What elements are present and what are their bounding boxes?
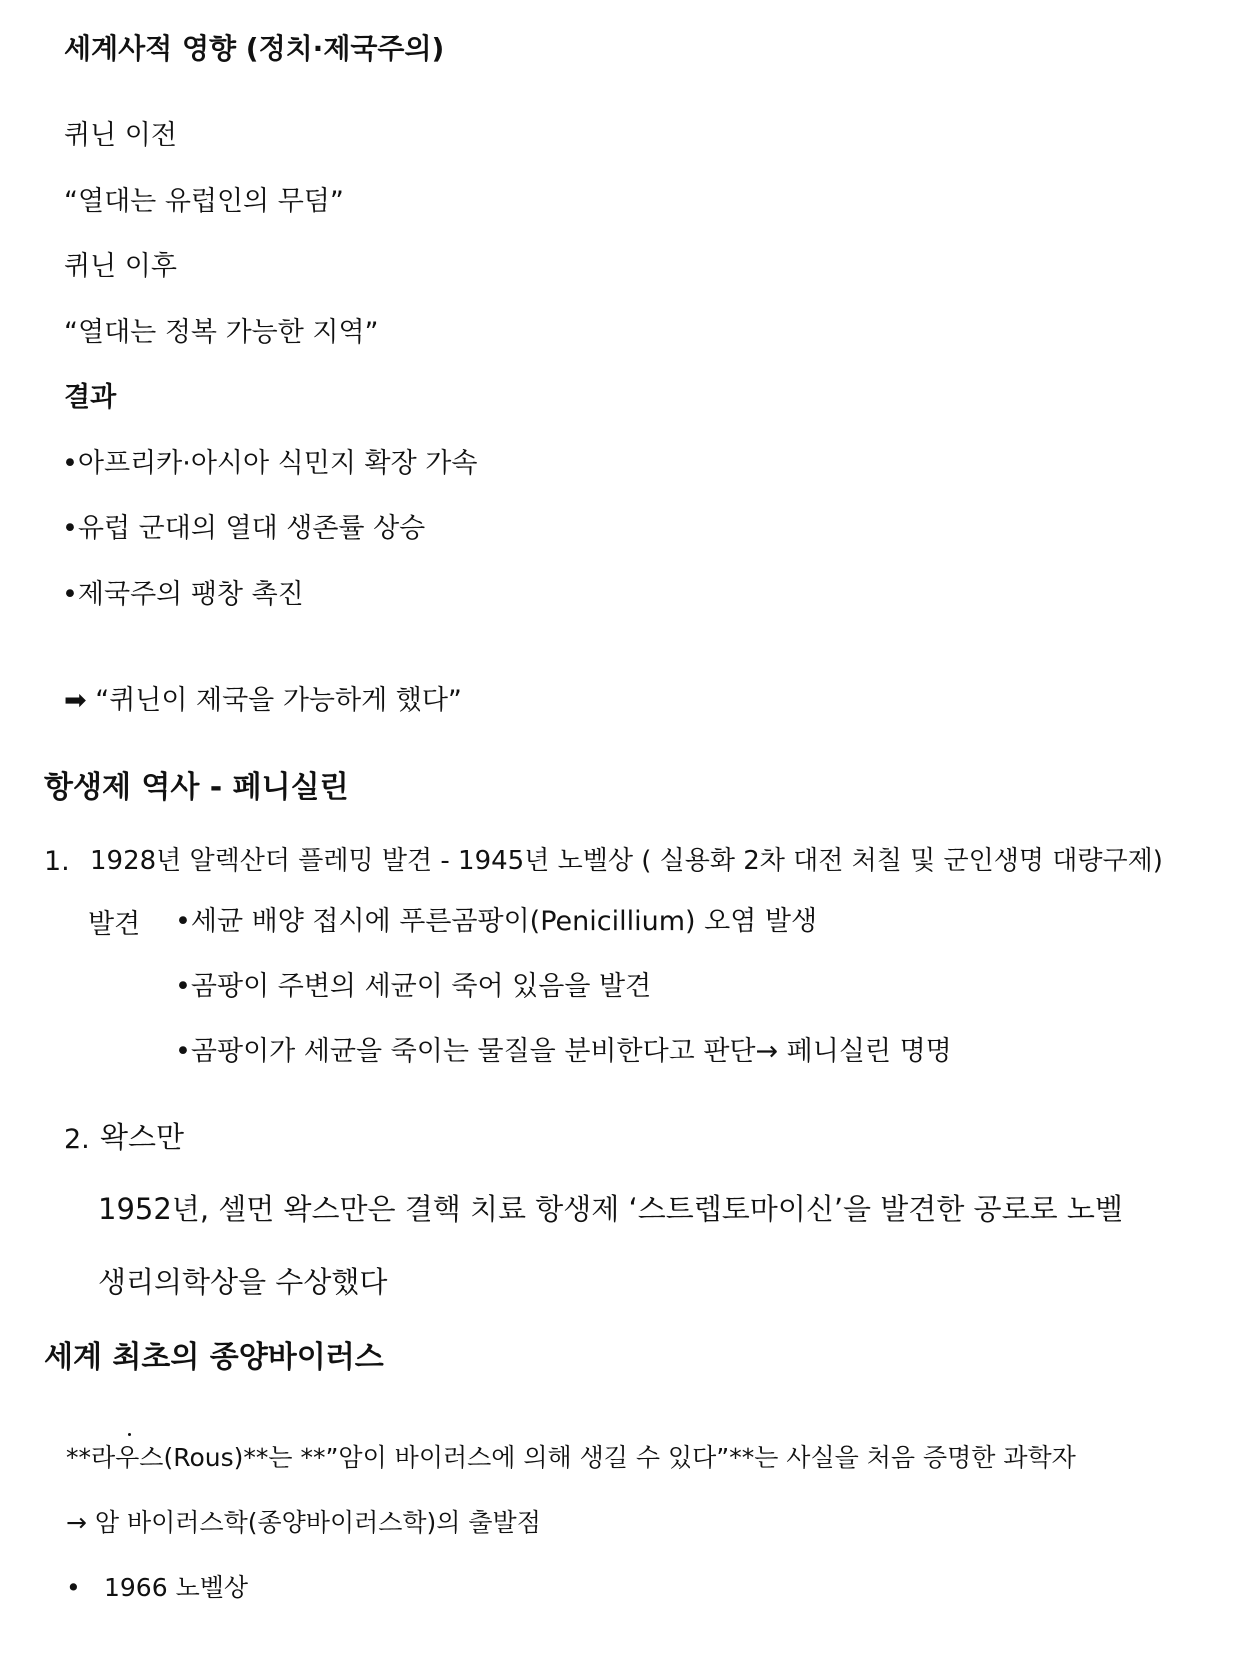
rous-significance: → 암 바이러스학(종양바이러스학)의 출발점 [66, 1508, 541, 1537]
section-heading-antibiotics: 항생제 역사 - 페니실린 [44, 770, 349, 805]
discovery-label: 발견 [88, 909, 141, 940]
before-quinine-label: 퀴닌 이전 [64, 120, 177, 151]
nobel-1966: 1966 노벨상 [104, 1573, 249, 1602]
before-quinine-quote: “열대는 유럽인의 무덤” [64, 186, 344, 217]
bullet-icon: • [66, 1573, 81, 1602]
result-item: •유럽 군대의 열대 생존률 상승 [62, 513, 426, 544]
conclusion-quote: ➡ “퀴닌이 제국을 가능하게 했다” [64, 685, 462, 716]
section-heading-political-impact: 세계사적 영향 (정치·제국주의) [64, 32, 445, 65]
discovery-point: •곰팡이가 세균을 죽이는 물질을 분비한다고 판단→ 페니실린 명명 [175, 1036, 952, 1067]
after-quinine-quote: “열대는 정복 가능한 지역” [64, 317, 379, 348]
result-item: •제국주의 팽창 촉진 [62, 579, 304, 610]
penicillin-summary: 1928년 알렉산더 플레밍 발견 - 1945년 노벨상 ( 실용화 2차 대전 처칠 및 군인생명 대량구제) [90, 846, 1163, 876]
stray-dot-mark [128, 1433, 131, 1436]
waksman-text-line1: 1952년, 셀먼 왁스만은 결핵 치료 항생제 ‘스트렙토마이신’을 발견한 공로로 노벨 [98, 1192, 1123, 1226]
list-number-2: 2. [64, 1124, 90, 1155]
waksman-title: 왁스만 [100, 1120, 185, 1154]
waksman-text-line2: 생리의학상을 수상했다 [98, 1265, 388, 1299]
section-heading-tumor-virus: 세계 최초의 종양바이러스 [44, 1340, 384, 1375]
result-item: •아프리카·아시아 식민지 확장 가속 [62, 448, 478, 479]
rous-description: **라우스(Rous)**는 **”암이 바이러스에 의해 생길 수 있다”**는 사실을 처음 증명한 과학자 [66, 1443, 1076, 1472]
after-quinine-label: 퀴닌 이후 [64, 251, 177, 282]
result-heading: 결과 [64, 382, 117, 413]
discovery-point: •곰팡이 주변의 세균이 죽어 있음을 발견 [175, 971, 652, 1002]
discovery-point: •세균 배양 접시에 푸른곰팡이(Penicillium) 오염 발생 [175, 906, 818, 937]
list-number-1: 1. [44, 846, 70, 877]
